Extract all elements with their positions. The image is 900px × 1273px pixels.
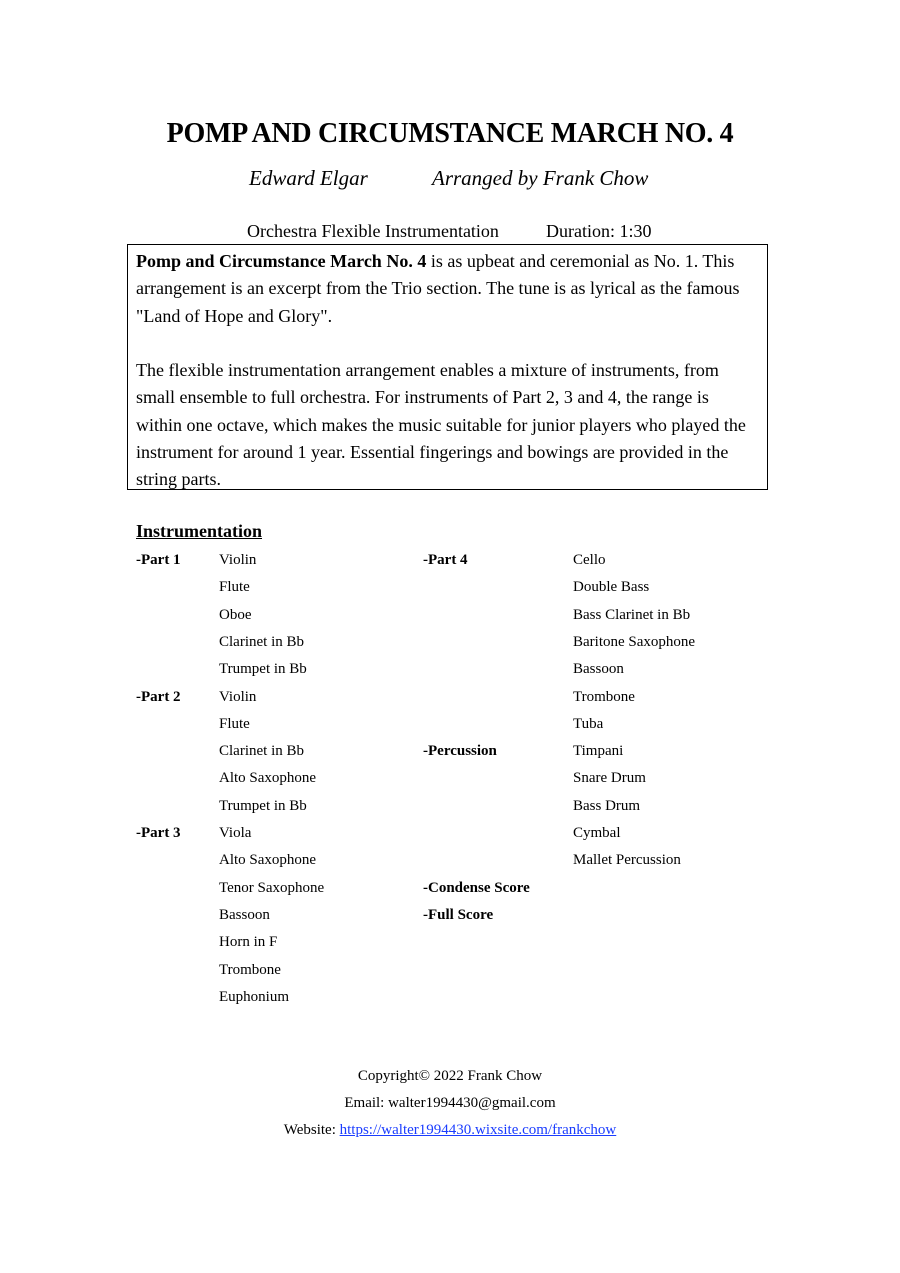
instrument-item: Violin — [219, 688, 257, 705]
instrument-item: Cymbal — [573, 825, 621, 841]
composer: Edward Elgar — [249, 166, 368, 190]
instrument-group-label: -Part 2 — [136, 688, 181, 705]
instrument-item: Clarinet in Bb — [219, 743, 304, 760]
instrument-item: Bass Clarinet in Bb — [573, 606, 691, 623]
instrument-item: Double Bass — [573, 579, 650, 596]
instrument-group-label: -Part 4 — [423, 552, 468, 568]
instrument-item: Trombone — [573, 688, 635, 705]
instrument-item: Clarinet in Bb — [219, 633, 304, 650]
instrument-item: Bassoon — [219, 906, 270, 923]
instrument-item: Trombone — [219, 961, 281, 978]
instrument-item: Viola — [219, 825, 252, 841]
copyright: Copyright© 2022 Frank Chow — [357, 1068, 543, 1084]
instrumentation-heading: Instrumentation — [136, 521, 263, 541]
instrument-item: Horn in F — [219, 934, 278, 951]
duration: Duration: 1:30 — [546, 221, 652, 241]
instrument-item: Trumpet in Bb — [219, 797, 307, 814]
website — [0, 1122, 900, 1139]
instrument-item: Baritone Saxophone — [573, 633, 696, 650]
description-piece-title: Pomp and Circumstance March No. 4 — [136, 251, 427, 271]
instrument-item: Flute — [219, 579, 250, 596]
instrument-item: Alto Saxophone — [219, 770, 317, 787]
instrument-group-label: -Part 3 — [136, 825, 181, 841]
instrument-group-label: -Full Score — [423, 906, 494, 923]
instrument-item: Oboe — [219, 606, 252, 623]
instrument-item: Trumpet in Bb — [219, 661, 307, 678]
description-paragraph-2: The flexible instrumentation arrangement enables a mixture of instruments, from small ensemble to full orchestra. For instruments of Part 2, 3 and 4, the range is within one octave, which makes the music suitable for junior players who played the instrument for around 1 year. Essential fingerings and bowings are provided in the string parts. — [136, 360, 746, 490]
description-paragraph-1 — [136, 248, 759, 330]
instrument-group-label: -Percussion — [423, 743, 497, 760]
email: Email: walter1994430@gmail.com — [344, 1095, 556, 1111]
instrument-group-label: -Part 1 — [136, 552, 181, 568]
description-box — [127, 244, 768, 490]
instrument-item: Flute — [219, 715, 250, 732]
instrument-item: Timpani — [573, 743, 624, 760]
description-paragraph-1-text: is as upbeat and ceremonial as No. 1. This arrangement is an excerpt from the Trio section. The tune is as lyrical as the famous "Land of Hope and Glory". — [136, 251, 740, 326]
instrument-item: Alto Saxophone — [219, 852, 317, 869]
instrument-item: Violin — [219, 552, 257, 568]
website-label: Website: — [283, 1122, 340, 1138]
page-title: POMP AND CIRCUMSTANCE MARCH NO. 4 — [166, 118, 734, 149]
instrument-item: Cello — [573, 552, 606, 568]
instrumentation-type: Orchestra Flexible Instrumentation — [247, 221, 499, 241]
instrument-item: Tuba — [573, 715, 604, 732]
arranger: Arranged by Frank Chow — [432, 166, 649, 190]
instrument-item: Euphonium — [219, 988, 289, 1005]
instrument-item: Bassoon — [573, 661, 624, 678]
instrument-item: Bass Drum — [573, 797, 641, 814]
instrument-item: Tenor Saxophone — [219, 879, 325, 896]
instrument-item: Snare Drum — [573, 770, 646, 787]
website-link[interactable]: https://walter1994430.wixsite.com/frankchow — [339, 1122, 617, 1138]
instrument-item: Mallet Percussion — [573, 852, 681, 869]
instrument-group-label: -Condense Score — [423, 879, 530, 896]
